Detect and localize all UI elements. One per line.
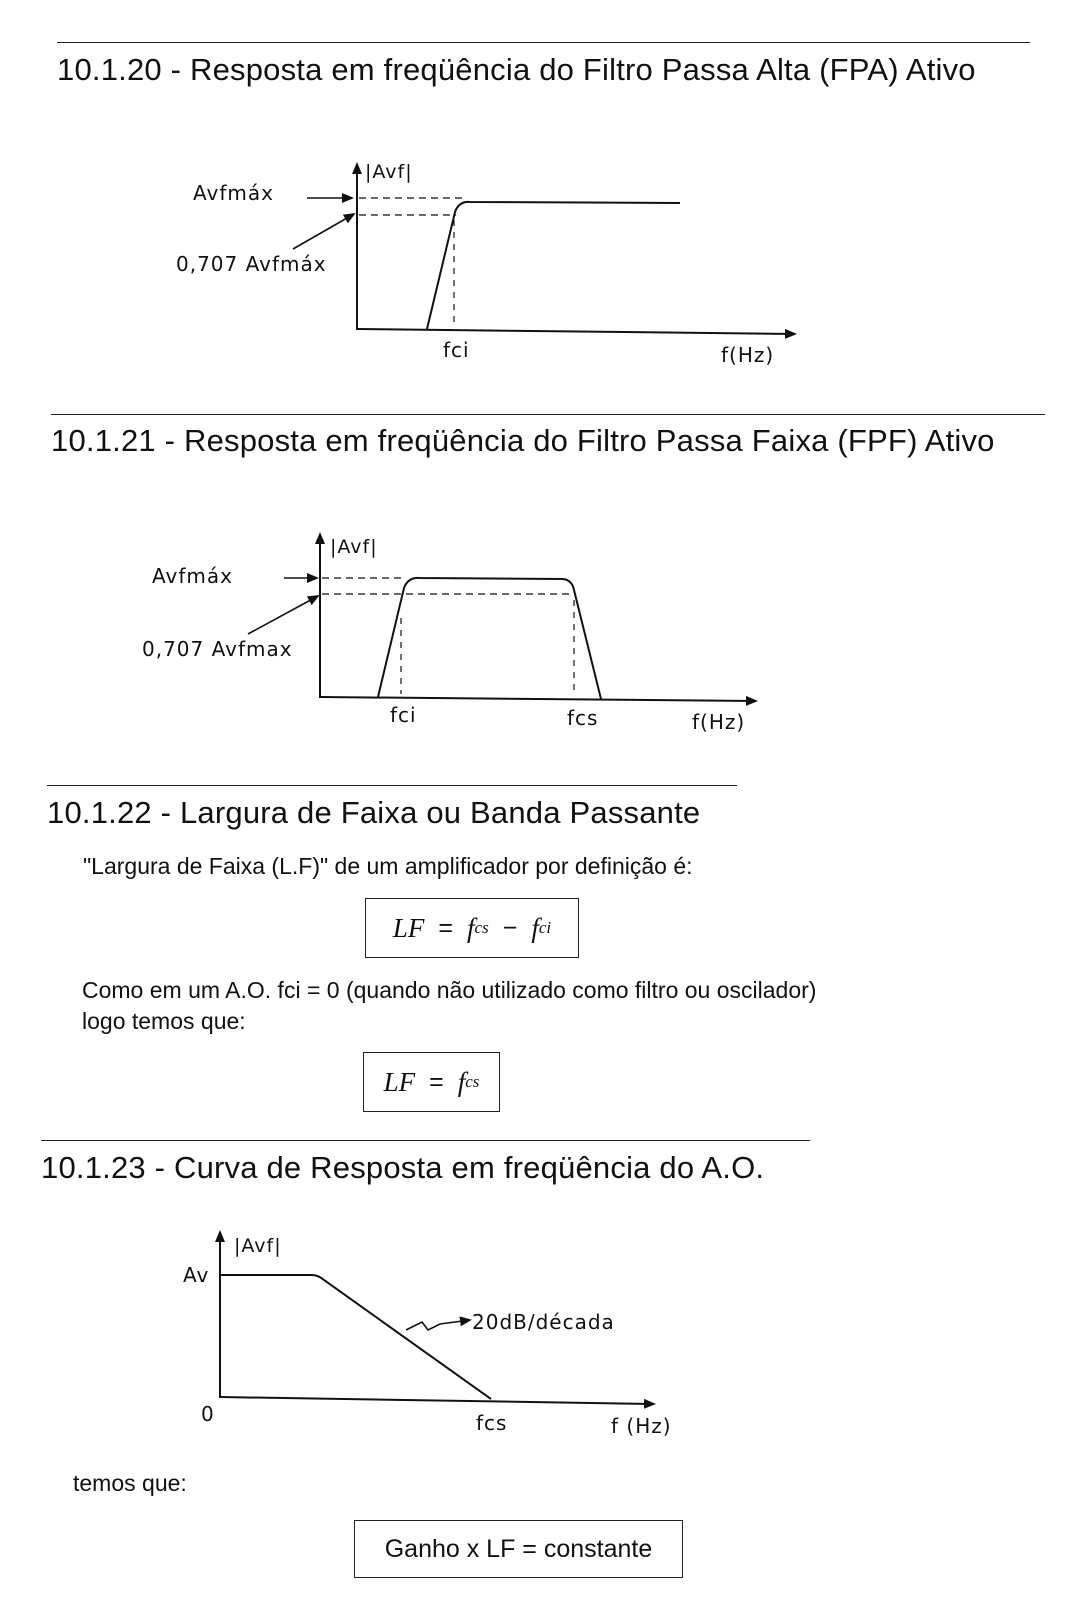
formula-subscript-cs: cs (474, 918, 489, 937)
formula-lhs: LF (383, 1066, 416, 1097)
origin-label: 0 (201, 1402, 215, 1426)
section-divider (51, 414, 1045, 415)
paragraph-line: Como em um A.O. fci = 0 (quando não utilizado como filtro ou oscilador) (82, 977, 817, 1003)
y-axis-label: |Avf| (234, 1235, 282, 1257)
x-axis-label: f(Hz) (692, 710, 746, 734)
high-pass-response-curve (427, 202, 680, 329)
section-heading-10-1-23: 10.1.23 - Curva de Resposta em freqüência do A.O. (41, 1150, 765, 1185)
section-divider (47, 785, 737, 786)
section-divider (57, 42, 1030, 43)
bandwidth-ao-formula-box (363, 1052, 500, 1112)
formula-term-f: f (467, 912, 475, 943)
x-axis (220, 1397, 654, 1404)
cutoff-gain-label: 0,707 Avfmáx (176, 252, 327, 276)
op-amp-response-curve (221, 1275, 491, 1399)
section-heading-10-1-22: 10.1.22 - Largura de Faixa ou Banda Passante (47, 795, 701, 830)
paragraph-line: logo temos que: (82, 1008, 246, 1034)
formula-term-f: f (531, 912, 539, 943)
bandwidth-formula-box (365, 898, 579, 958)
slope-pointer-arrow (406, 1320, 470, 1330)
cutoff-gain-pointer-arrow (293, 214, 354, 249)
formula-equals: = (429, 1067, 444, 1096)
x-axis-label: f (Hz) (611, 1414, 672, 1438)
section-heading-10-1-20: 10.1.20 - Resposta em freqüência do Filtro Passa Alta (FPA) Ativo (57, 52, 976, 87)
x-axis (320, 697, 756, 701)
op-amp-frequency-response-graph (0, 1220, 1091, 1440)
band-pass-filter-response-graph (0, 520, 1091, 740)
fcs-label: fcs (476, 1411, 508, 1435)
av-label: Av (183, 1263, 210, 1287)
fci-label: fci (443, 338, 470, 362)
gain-bandwidth-formula: Ganho x LF = constante (384, 1534, 653, 1563)
section-heading-10-1-21: 10.1.21 - Resposta em freqüência do Filtro Passa Faixa (FPF) Ativo (51, 423, 995, 458)
formula-equals: = (438, 913, 454, 942)
y-axis-label: |Avf| (365, 161, 413, 183)
y-axis-label: |Avf| (330, 536, 378, 558)
section-divider (41, 1140, 810, 1141)
band-pass-response-curve (378, 578, 601, 699)
formula-subscript-cs: cs (465, 1072, 480, 1091)
high-pass-filter-response-graph (0, 140, 1091, 380)
x-axis-label: f(Hz) (721, 343, 775, 367)
gain-bandwidth-formula-box (354, 1520, 683, 1578)
fci-label: fci (390, 703, 417, 727)
definition-text: "Largura de Faixa (L.F)" de um amplificador por definição é: (83, 853, 693, 879)
conclusion-text: temos que: (73, 1470, 187, 1496)
max-gain-label: Avfmáx (152, 564, 233, 588)
cutoff-gain-pointer-arrow (248, 596, 318, 634)
slope-label: 20dB/década (472, 1310, 615, 1334)
formula-minus: − (502, 913, 518, 942)
cutoff-gain-label: 0,707 Avfmax (142, 637, 293, 661)
formula-term-f: f (457, 1066, 466, 1097)
fcs-label: fcs (567, 706, 599, 730)
formula-subscript-ci: ci (538, 918, 552, 937)
x-axis (357, 329, 795, 334)
max-gain-label: Avfmáx (193, 181, 274, 205)
formula-lhs: LF (392, 912, 425, 943)
